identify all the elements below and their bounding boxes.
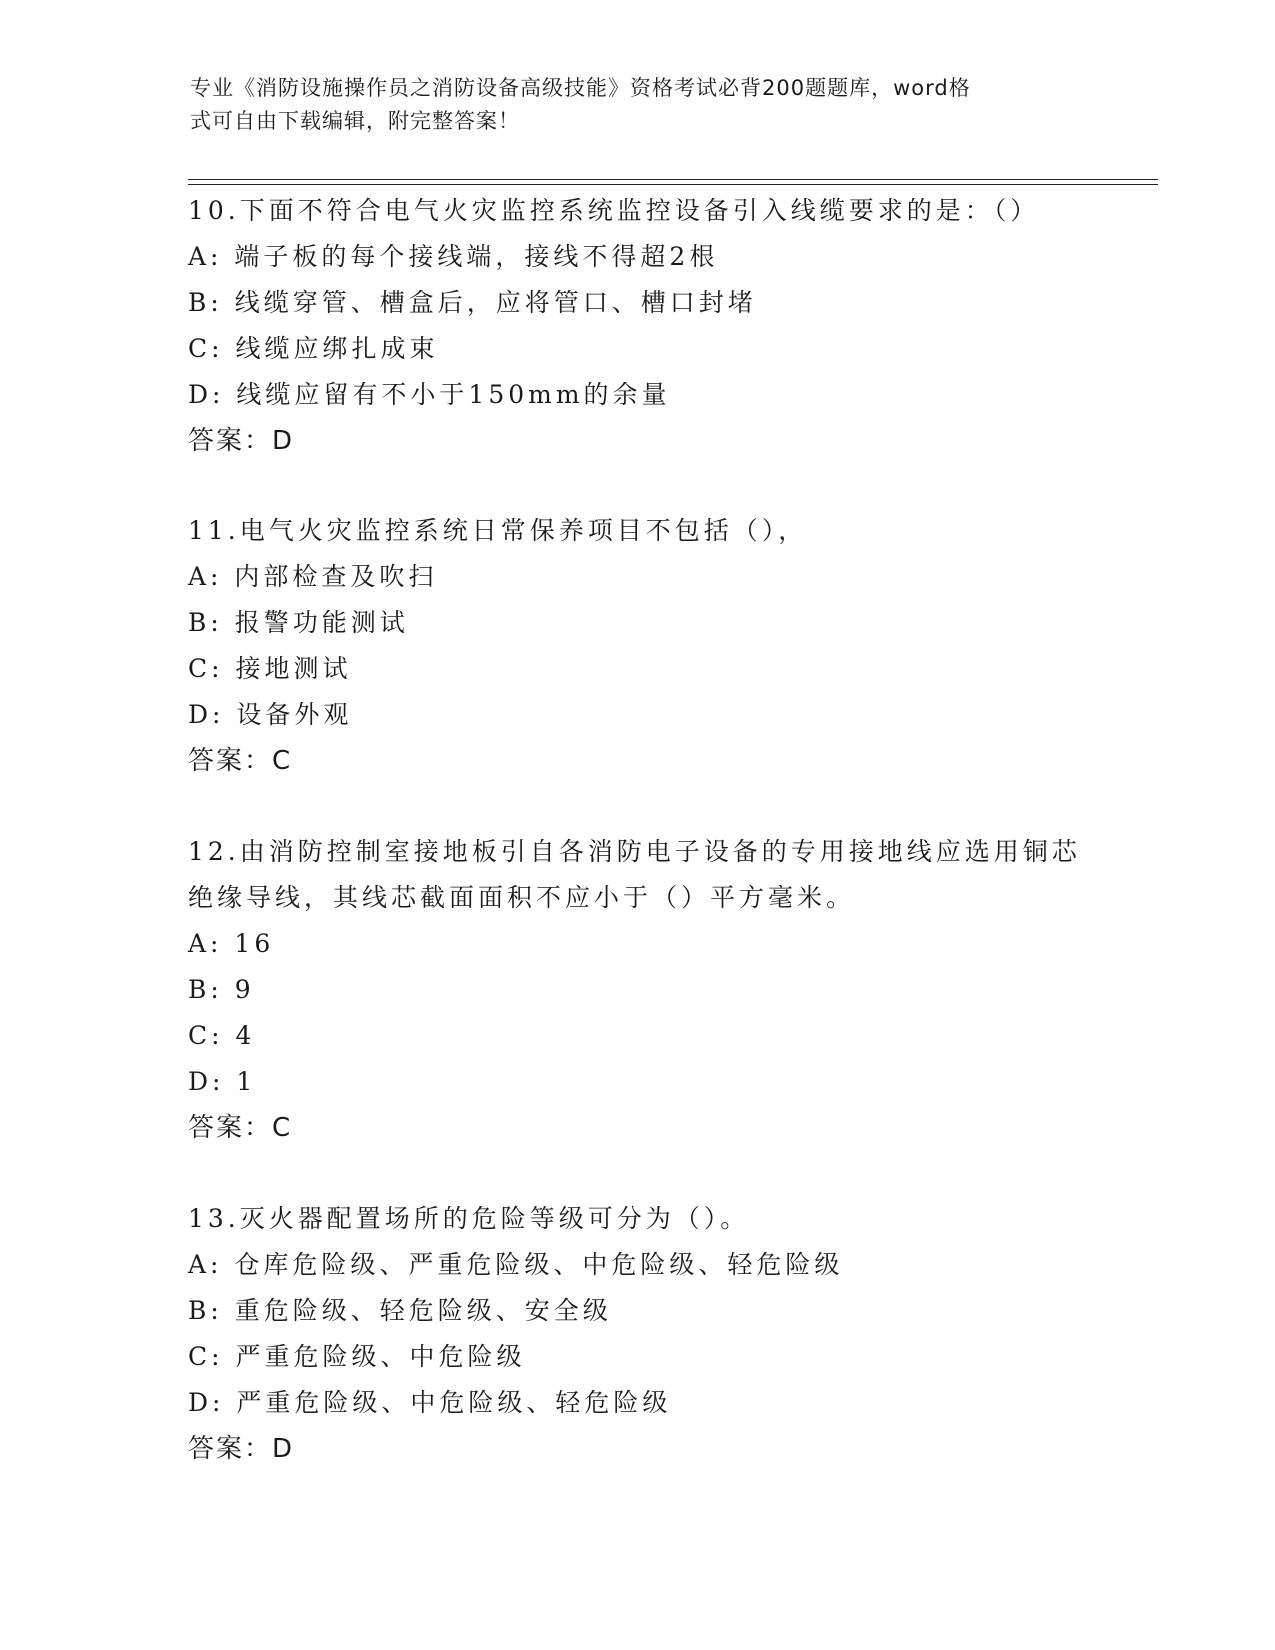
option-c: C: 线缆应绑扎成束 <box>188 334 439 363</box>
option-b: B: 重危险级、轻危险级、安全级 <box>188 1296 612 1325</box>
header-line-1: 专业《消防设施操作员之消防设备高级技能》资格考试必背200题题库，word格 <box>190 76 971 100</box>
option-d: D: 线缆应留有不小于150mm的余量 <box>188 380 671 409</box>
option-c: C: 4 <box>188 1021 256 1050</box>
answer: 答案：C <box>188 1113 293 1143</box>
question-11 <box>188 508 1088 784</box>
question-stem: 13.灭火器配置场所的危险等级可分为（）。 <box>188 1204 750 1233</box>
option-d: D: 设备外观 <box>188 700 353 729</box>
option-a: A: 内部检查及吹扫 <box>188 562 438 591</box>
question-stem-line-2: 绝缘导线，其线芯截面面积不应小于（）平方毫米。 <box>188 883 856 912</box>
option-b: B: 9 <box>188 975 255 1004</box>
option-b: B: 线缆穿管、槽盒后，应将管口、槽口封堵 <box>188 288 757 317</box>
option-c: C: 接地测试 <box>188 654 352 683</box>
header-line-2: 式可自由下载编辑，附完整答案！ <box>190 109 520 133</box>
header-divider-bottom <box>188 184 1158 185</box>
option-c: C: 严重危险级、中危险级 <box>188 1342 526 1371</box>
question-stem: 10.下面不符合电气火灾监控系统监控设备引入线缆要求的是：（） <box>188 196 1040 225</box>
option-b: B: 报警功能测试 <box>188 608 409 637</box>
question-10 <box>188 188 1088 464</box>
question-stem: 11.电气火灾监控系统日常保养项目不包括（）， <box>188 516 808 545</box>
option-d: D: 严重危险级、中危险级、轻危险级 <box>188 1388 672 1417</box>
header-divider-top <box>188 179 1158 180</box>
option-d: D: 1 <box>188 1067 257 1096</box>
question-stem-line-1: 12.由消防控制室接地板引自各消防电子设备的专用接地线应选用铜芯 <box>188 837 1081 866</box>
question-12 <box>188 829 1088 1151</box>
question-13 <box>188 1196 1088 1472</box>
option-a: A: 16 <box>188 929 275 958</box>
document-header <box>190 72 1090 138</box>
option-a: A: 仓库危险级、严重危险级、中危险级、轻危险级 <box>188 1250 844 1279</box>
option-a: A: 端子板的每个接线端，接线不得超2根 <box>188 242 719 271</box>
answer: 答案：D <box>188 426 295 456</box>
answer: 答案：C <box>188 746 293 776</box>
answer: 答案：D <box>188 1434 295 1464</box>
